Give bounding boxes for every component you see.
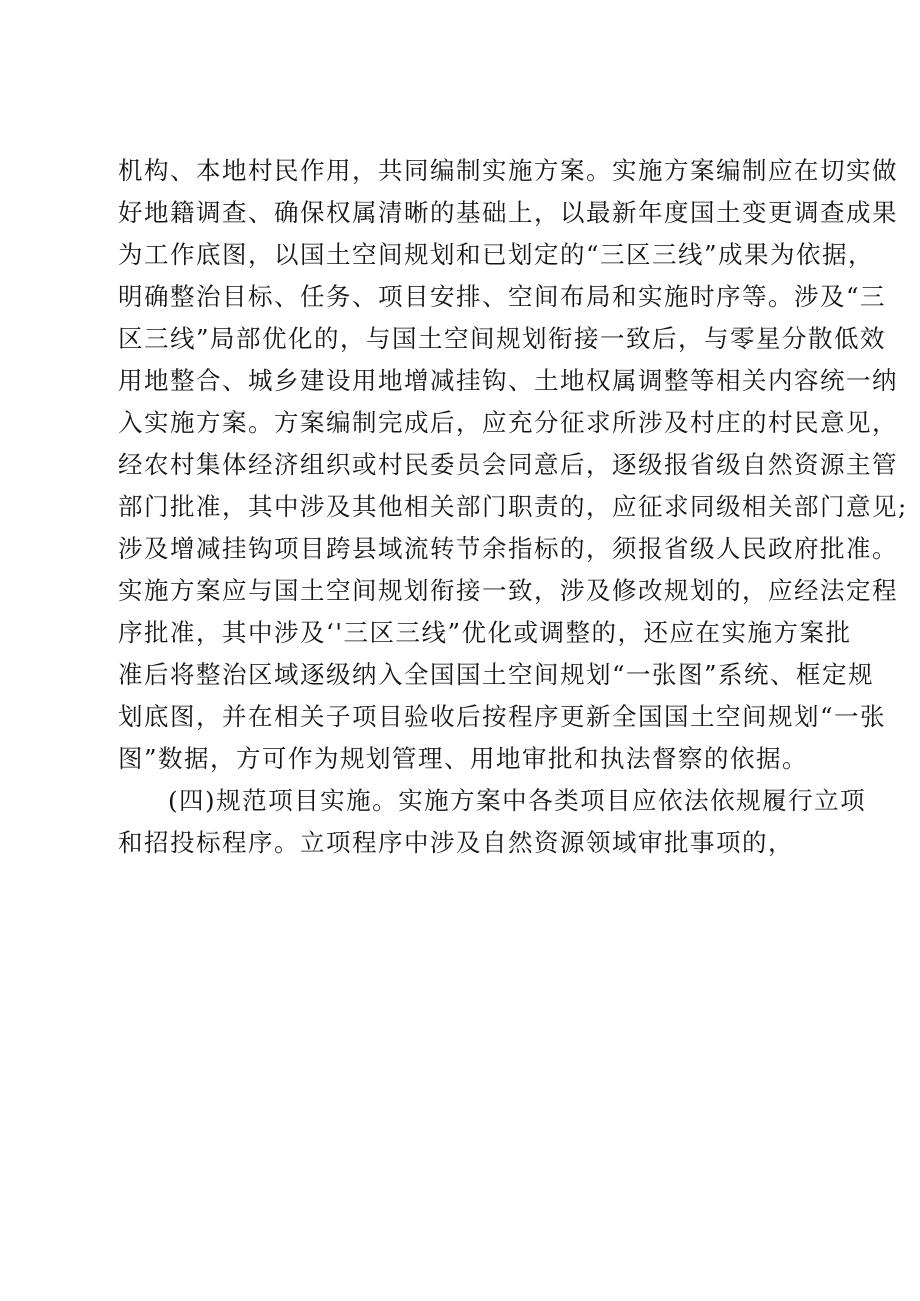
text-line: 为工作底图，以国土空间规划和已划定的“三区三线”成果为依据， [118,240,875,269]
text-line: 划底图，并在相关子项目验收后按程序更新全国国土空间规划“一张 [118,702,887,731]
text-line: 用地整合、城乡建设用地增减挂钩、土地权属调整等相关内容统一纳 [118,366,898,395]
text-line: 明确整治目标、任务、项目安排、空间布局和实施时序等。涉及“三 [118,282,887,311]
text-line: 准后将整治区域逐级纳入全国国土空间规划“一张图”系统、框定规 [118,660,875,689]
text-line: 图”数据，方可作为规划管理、用地审批和执法督察的依据。 [118,744,809,773]
text-line: 区三线”局部优化的，与国土空间规划衔接一致后，与零星分散低效 [118,324,887,353]
text-line: 入实施方案。方案编制完成后，应充分征求所涉及村庄的村民意见， [118,408,898,437]
text-line: 和招投标程序。立项程序中涉及自然资源领域审批事项的， [118,828,794,857]
text-line: 机构、本地村民作用，共同编制实施方案。实施方案编制应在切实做 [118,156,898,185]
text-line: 好地籍调查、确保权属清晰的基础上，以最新年度国土变更调查成果 [118,198,898,227]
text-line: 实施方案应与国土空间规划衔接一致，涉及修改规划的，应经法定程 [118,576,898,605]
text-line: 部门批准，其中涉及其他相关部门职责的，应征求同级相关部门意见; [118,492,908,521]
body-text [118,150,908,864]
text-line: 经农村集体经济组织或村民委员会同意后，逐级报省级自然资源主管 [118,450,898,479]
text-line: 序批准，其中涉及‘'三区三线”优化或调整的，还应在实施方案批 [118,618,852,647]
text-line: 涉及增减挂钩项目跨县域流转节余指标的，须报省级人民政府批准。 [118,534,898,563]
section-heading-line: (四)规范项目实施。实施方案中各类项目应依法依规履行立项 [168,786,867,815]
